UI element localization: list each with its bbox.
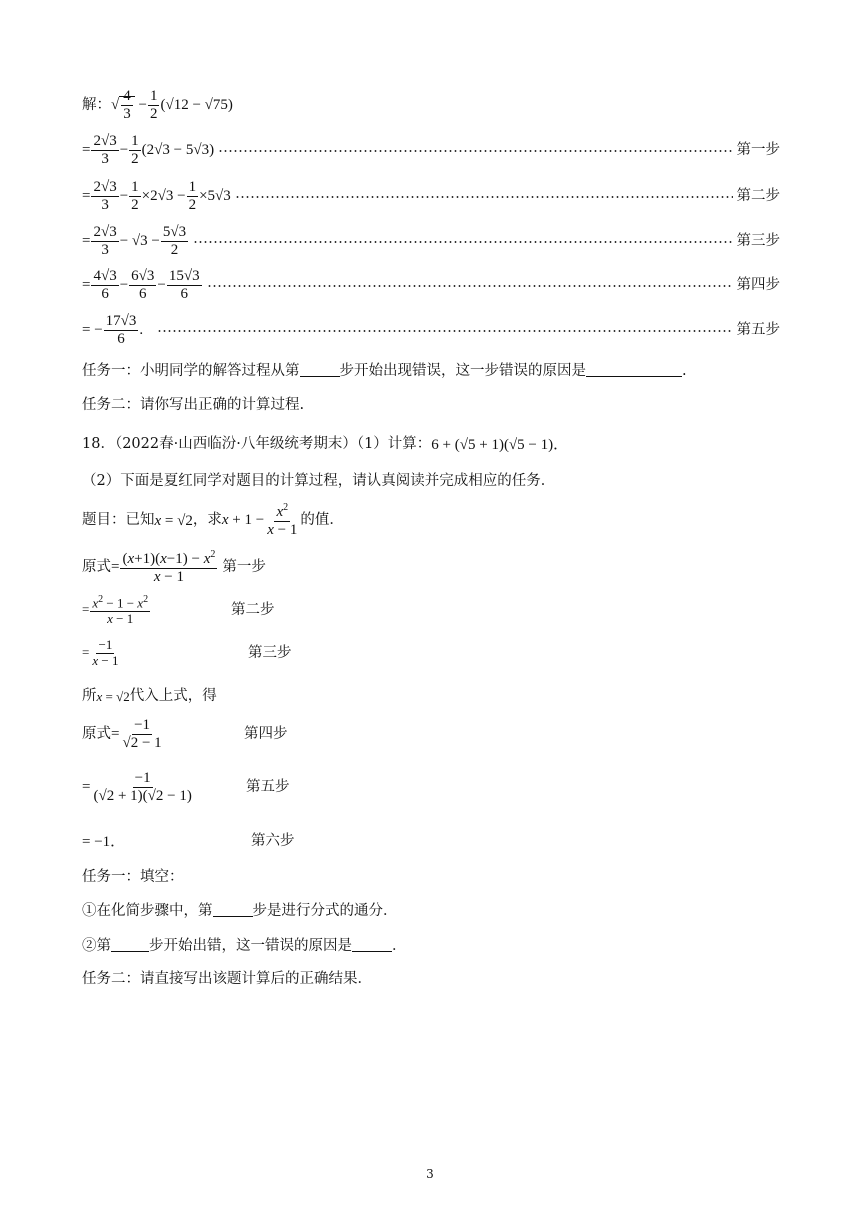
step-label: 第五步 bbox=[246, 779, 290, 796]
q18-item1-text-a: ①在化简步骤中，第 bbox=[82, 903, 213, 919]
q18-problem-text-b: ，求 bbox=[192, 512, 222, 529]
work-expression-5: = $\frac{-1}{(√2 + 1)(√2 - 1)}$ bbox=[82, 770, 192, 805]
answer-blank[interactable] bbox=[586, 362, 682, 377]
solution-label: 解： bbox=[82, 97, 111, 114]
work-line-6 bbox=[82, 833, 780, 851]
q18-item2 bbox=[82, 937, 780, 955]
work-expression-6: = −1． bbox=[82, 834, 126, 850]
step-label: 第一步 bbox=[736, 142, 780, 159]
q18-problem bbox=[82, 502, 780, 540]
q18-header bbox=[82, 436, 780, 454]
given-x: x = √2 bbox=[154, 512, 193, 529]
work-line-3 bbox=[82, 638, 780, 669]
work-expression-1: = $\frac{(x+1)(x-1) - x^2}{x - 1}$ bbox=[111, 549, 216, 586]
step-label: 第四步 bbox=[244, 726, 288, 743]
q18-item1-text-b: 步是进行分式的通分． bbox=[252, 903, 398, 919]
step-label: 第六步 bbox=[251, 833, 295, 850]
expression-step-3: = $\frac{2√3}{3}$ − √3 − $\frac{5√3}{2}$ bbox=[82, 224, 187, 259]
q18-part2: （2）下面是夏红同学对题目的计算过程，请认真阅读并完成相应的任务． bbox=[82, 473, 556, 489]
original-label: 原式 bbox=[82, 726, 111, 743]
answer-blank[interactable] bbox=[300, 362, 340, 377]
substitute-text-a: 所 bbox=[82, 688, 97, 704]
q18-item2-text-c: ． bbox=[392, 938, 407, 954]
dot-leader bbox=[193, 241, 732, 243]
dot-leader bbox=[157, 330, 732, 332]
solution-line-4 bbox=[82, 268, 780, 304]
work-line-4 bbox=[82, 717, 780, 753]
substitute-text-b: 代入上式，得 bbox=[129, 688, 217, 704]
step-label: 第二步 bbox=[736, 188, 780, 205]
dot-leader bbox=[235, 196, 733, 198]
expression-step-4: = $\frac{4√3}{6}$ − $\frac{6√3}{6}$ − $\frac{15√3}{6}$ bbox=[82, 268, 200, 303]
work-expression-3: = $\frac{-1}{x - 1}$ bbox=[82, 637, 119, 668]
original-label: 原式 bbox=[82, 559, 111, 576]
q18-problem-text-a: 题目：已知 bbox=[82, 512, 155, 529]
answer-blank[interactable] bbox=[213, 902, 253, 917]
q18-item1 bbox=[82, 902, 780, 920]
step-label: 第五步 bbox=[736, 322, 780, 339]
dot-leader bbox=[218, 150, 732, 152]
step-label: 第二步 bbox=[231, 601, 275, 618]
q18-task1: 任务一：填空： bbox=[82, 869, 184, 885]
solution-line-3 bbox=[82, 224, 780, 260]
solution-line-1 bbox=[82, 133, 780, 169]
expression-step-2: = $\frac{2√3}{3}$ − $\frac{1}{2}$ ×2√3 − $\frac{1}{2}$ ×5√3 bbox=[82, 179, 231, 214]
q18-item2-text-a: ②第 bbox=[82, 938, 111, 954]
q17-task1 bbox=[82, 362, 780, 380]
substitute-x: x = √2 bbox=[96, 688, 130, 704]
answer-blank[interactable] bbox=[111, 937, 149, 952]
work-expression-4: = $\frac{-1}{√2 - 1}$ bbox=[111, 717, 162, 752]
answer-blank[interactable] bbox=[352, 937, 392, 952]
step-label: 第三步 bbox=[248, 644, 292, 661]
step-label: 第一步 bbox=[222, 559, 266, 576]
q18-header-text: 18．（2022春·山西临汾·八年级统考期末）（1）计算： bbox=[82, 436, 432, 453]
solution-line-5 bbox=[82, 313, 780, 349]
q18-task2: 任务二：请直接写出该题计算后的正确结果． bbox=[82, 971, 372, 987]
step-label: 第三步 bbox=[736, 233, 780, 250]
solution-line-0 bbox=[82, 88, 780, 124]
q17-task1-text-b: 步开始出现错误，这一步错误的原因是 bbox=[339, 363, 586, 379]
substitute-line bbox=[82, 688, 780, 705]
q17-task1-text-a: 任务一：小明同学的解答过程从第 bbox=[82, 363, 300, 379]
step-label: 第四步 bbox=[736, 277, 780, 294]
work-line-2 bbox=[82, 594, 780, 627]
solution-line-2 bbox=[82, 179, 780, 215]
expression-step-5: = − $\frac{17√3}{6}$ . bbox=[82, 313, 144, 348]
q18-item2-text-b: 步开始出错，这一错误的原因是 bbox=[149, 938, 352, 954]
work-line-1 bbox=[82, 549, 780, 587]
q18-part1-expression: 6 + (√5 + 1)(√5 − 1)． bbox=[431, 437, 569, 453]
page-number: 3 bbox=[426, 1167, 434, 1181]
target-expression: x + 1 − $\frac{x^2}{x - 1}$ bbox=[221, 502, 298, 539]
expression-original: √ $\frac{4}{3}$ − $\frac{1}{2}$ (√12 − √75) bbox=[111, 88, 233, 123]
q17-task1-text-c: . bbox=[682, 363, 687, 379]
q17-task2: 任务二：请你写出正确的计算过程. bbox=[82, 397, 305, 413]
work-line-5 bbox=[82, 770, 780, 806]
work-expression-2: = $\frac{x^2 - 1 - x^2}{x - 1}$ bbox=[82, 594, 149, 627]
expression-step-1: = $\frac{2√3}{3}$ − $\frac{1}{2}$ (2√3 − 5√3) bbox=[82, 133, 215, 168]
dot-leader bbox=[207, 285, 733, 287]
q18-problem-text-c: 的值． bbox=[300, 512, 344, 529]
